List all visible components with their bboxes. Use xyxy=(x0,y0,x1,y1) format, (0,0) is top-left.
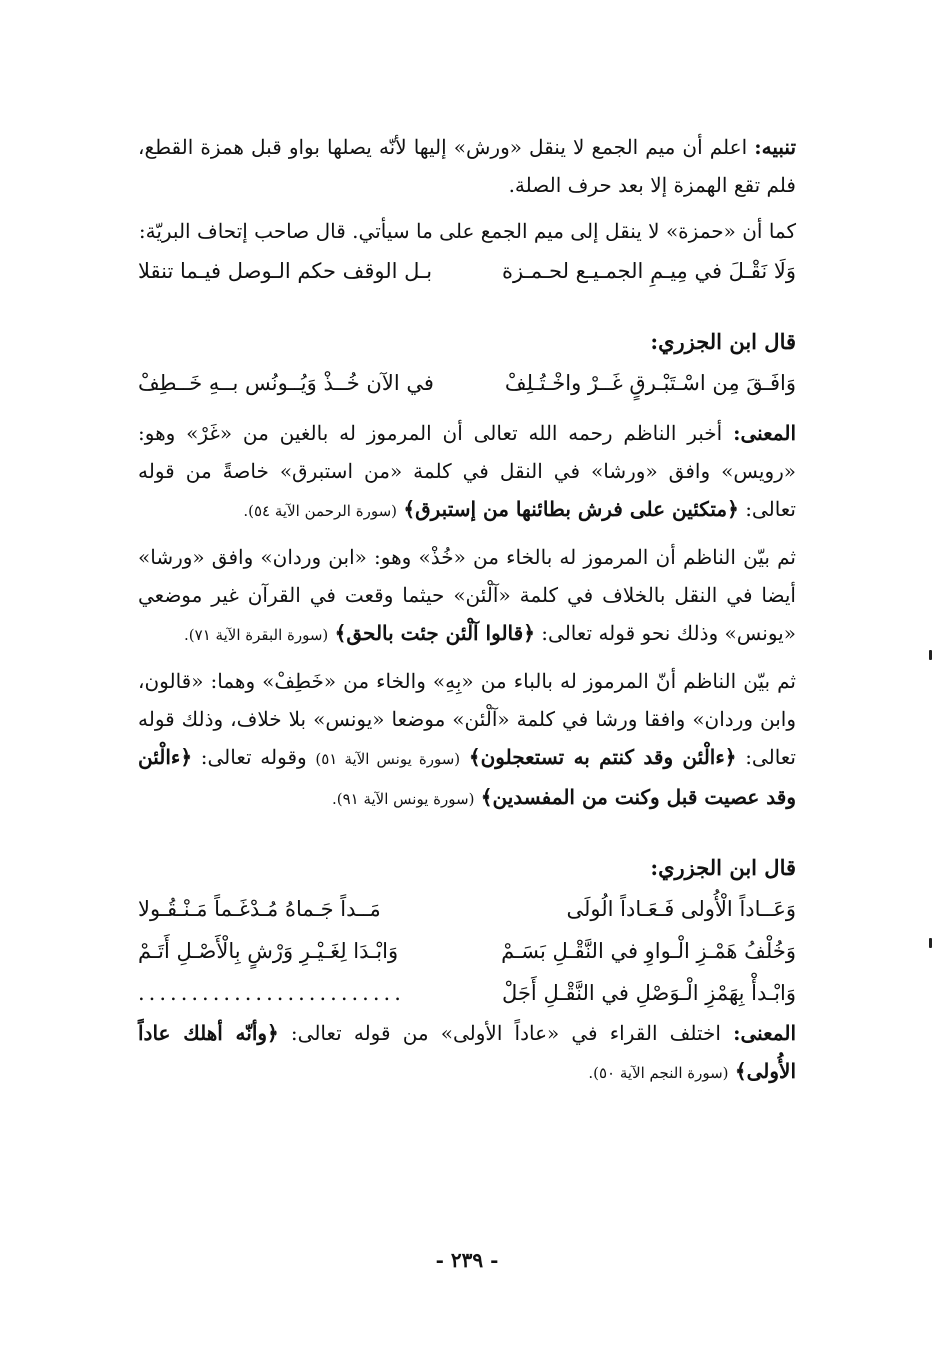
verse-second-hemistich: مَــداً جَـماهُ مُـدْغَـماً مَـنْـقُـولا xyxy=(138,897,381,921)
verse-second-hemistich: وَابْـدَا لِغَـيْـرِ وَرْشٍ بِالْأَصْـلِ أَتَـمْ xyxy=(138,939,399,963)
tanbih-paragraph xyxy=(138,128,796,204)
page-body xyxy=(138,128,796,1092)
quran-verse: ﴿قالوا آلْئن جئت بالحق﴾ xyxy=(334,621,535,645)
meaning-text: اختلف القراء في «عاداً الأولى» من قوله تعالى: xyxy=(290,1021,721,1045)
paragraph-text: ثم بيّن الناظم أنّ المرموز له بالباء من «بِهِ» والخاء من «خَطِفْ» وهما: «قالون، وابن وردان» وافقا ورشا في كلمة «آلْئن» موضعا «يونس» بلا خلاف، وذلك قوله تعالى: xyxy=(138,669,796,769)
ibn-wardan-paragraph xyxy=(138,538,796,654)
hamza-note: كما أن «حمزة» لا ينقل إلى ميم الجمع على ما سيأتي. قال صاحب إتحاف البريّة: xyxy=(138,219,796,243)
qalun-paragraph xyxy=(138,662,796,818)
verse-second-hemistich: بـل الوقف حكم الـوصل فيـما تنقلا xyxy=(138,259,433,283)
page-number: - ٢٣٩ - xyxy=(435,1248,499,1272)
verse-ithaf xyxy=(138,250,796,292)
section-heading: قال ابن الجزري: xyxy=(650,329,796,354)
verse-first-hemistich: وَعَــاداً الْأُولى فَـعَـاداً الُولَى xyxy=(566,897,796,921)
quran-verse: ﴿ءالْئن وقد كنتم به تستعجلون﴾ xyxy=(468,745,737,769)
verse-first-hemistich: وَخُلْفُ هَمْـزِ الْـواوِ في النَّقْـلِ بَسَـمْ xyxy=(501,939,796,963)
section-heading: قال ابن الجزري: xyxy=(650,855,796,880)
verse-source: (سورة البقرة الآية ٧١). xyxy=(184,626,329,644)
tanbih-label: تنبيه: xyxy=(754,135,797,159)
scan-edge-mark xyxy=(929,938,932,948)
paragraph-text: ثم بيّن الناظم أن المرموز له بالخاء من «خُذْ» وهو: «ابن وردان» وافق «ورشا» أيضا في النقل بالخلاف في كلمة «آلْئن» حيثما وقعت في القرآن غير موضعي «يونس» وذلك نحو قوله تعالى: xyxy=(138,545,796,645)
meaning-paragraph xyxy=(138,414,796,530)
verse-jazari-adan xyxy=(138,888,796,930)
meaning-label: المعنى: xyxy=(733,1021,797,1045)
verse-source: (سورة يونس الآية ٥١) xyxy=(315,750,461,768)
verse-source: (سورة يونس الآية ٩١). xyxy=(331,790,475,808)
meaning-text: أخبر الناظم رحمه الله تعالى أن المرموز له بالغين من «غَرْ» وهو: «رويس» وافق «ورشا» في النقل في كلمة «من استبرق» خاصةً من قوله تعالى: xyxy=(138,421,796,521)
verse-jazari-ibda xyxy=(138,972,796,1014)
verse-source: (سورة النجم الآية ٥٠). xyxy=(588,1064,729,1082)
verse-jazari-hamz xyxy=(138,930,796,972)
quran-verse: ﴿ءالْئن وقد عصيت قبل وكنت من المفسدين﴾ xyxy=(138,745,796,809)
verse-jazari-istabraq xyxy=(138,362,796,404)
verse-first-hemistich: وَلَا نَقْـلَ في مِيـمِ الجمـيـع لحـمـزة xyxy=(501,259,796,283)
verse-source: (سورة الرحمن الآية ٥٤). xyxy=(243,502,398,520)
paragraph-text: وقوله تعالى: xyxy=(200,745,307,769)
verse-ellipsis: ......................... xyxy=(138,981,405,1005)
verse-second-hemistich: في الآن خُــذْ وَيُــونُس بــهِ خَــطِفْ xyxy=(138,371,434,395)
verse-first-hemistich: وَابْـدأْ بِهَمْزِ الْـوَصْلِ في النَّقْـلِ أَجَلْ xyxy=(502,981,796,1005)
meaning-label: المعنى: xyxy=(733,421,797,445)
quran-verse: ﴿متكئين على فرش بطائنها من إستبرق﴾ xyxy=(403,497,739,521)
quran-verse: ﴿وأنّه أهلك عاداً الأُولى﴾ xyxy=(138,1021,796,1083)
meaning-paragraph xyxy=(138,1014,796,1092)
scan-edge-mark xyxy=(929,650,932,660)
tanbih-text: اعلم أن ميم الجمع لا ينقل «ورش» إليها لأنّه يصلها بواو قبل همزة القطع، فلم تقع الهمزة إلا بعد حرف الصلة. xyxy=(138,135,796,197)
verse-first-hemistich: وَافَـقَ مِن اسْـتَبْـرقٍ غَــرْ واخْـتُـلِفْ xyxy=(504,371,796,395)
